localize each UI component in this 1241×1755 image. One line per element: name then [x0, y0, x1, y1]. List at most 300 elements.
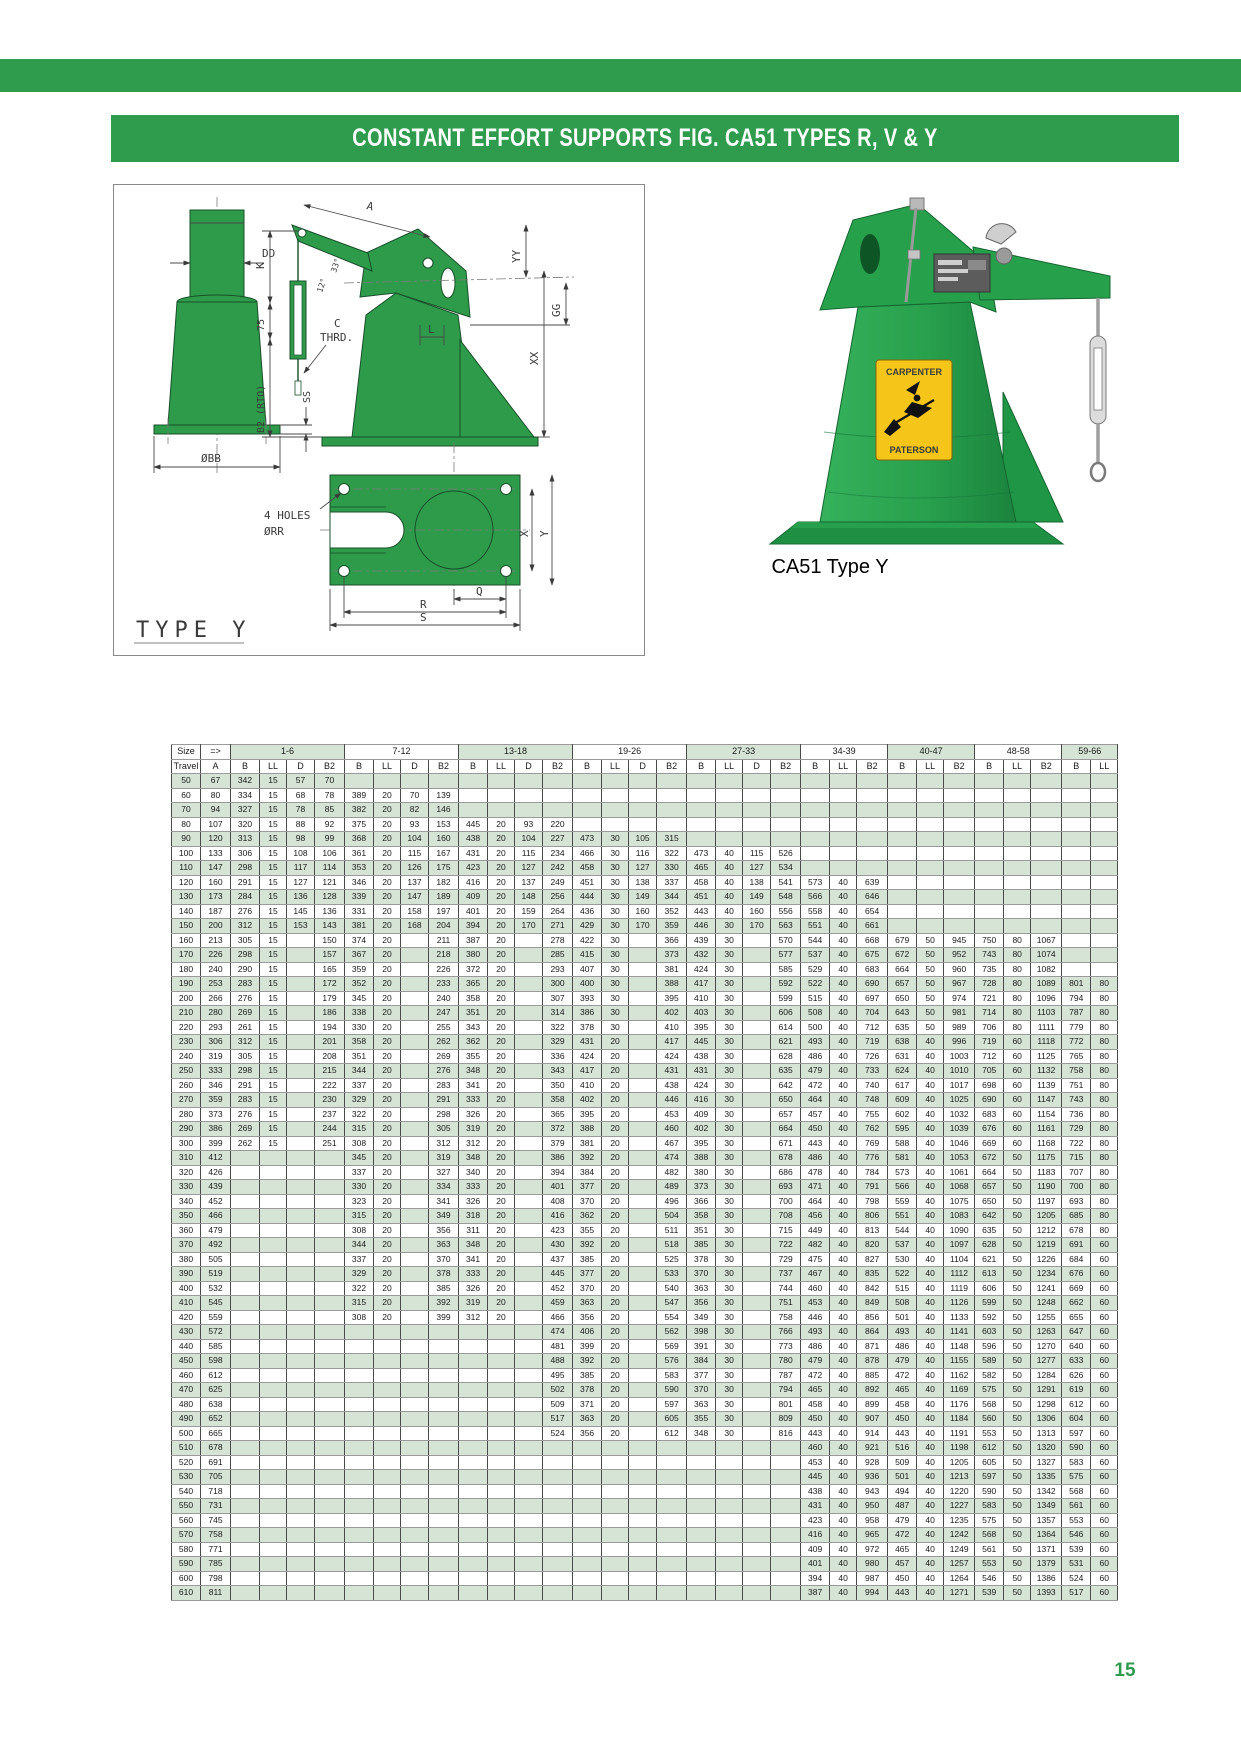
table-cell: 1257 — [944, 1557, 975, 1572]
table-cell: 356 — [687, 1296, 716, 1311]
table-cell — [944, 875, 975, 890]
table-cell — [716, 1586, 743, 1601]
table-cell — [374, 1325, 401, 1340]
table-cell: 989 — [944, 1020, 975, 1035]
table-cell: 300 — [172, 1136, 201, 1151]
table-cell: 20 — [488, 1238, 515, 1253]
table-cell: 30 — [716, 991, 743, 1006]
table-cell — [515, 1267, 543, 1282]
table-cell: 20 — [602, 1035, 629, 1050]
table-cell: 30 — [716, 1035, 743, 1050]
table-cell: 15 — [260, 948, 287, 963]
table-cell — [1031, 817, 1062, 832]
table-cell: 537 — [801, 948, 830, 963]
table-group-header-row — [172, 745, 1118, 760]
table-cell: 60 — [1091, 1499, 1118, 1514]
table-cell: 262 — [429, 1035, 459, 1050]
table-cell: 20 — [488, 1107, 515, 1122]
table-cell — [315, 1484, 345, 1499]
table-cell — [401, 1078, 429, 1093]
table-cell — [743, 1586, 771, 1601]
column-header: B2 — [657, 759, 687, 774]
table-cell: 159 — [515, 904, 543, 919]
table-cell: 1141 — [944, 1325, 975, 1340]
table-cell: 20 — [488, 1281, 515, 1296]
table-cell — [543, 774, 573, 789]
table-cell: 597 — [657, 1397, 687, 1412]
table-cell: 1155 — [944, 1354, 975, 1369]
table-cell: 529 — [801, 962, 830, 977]
table-cell: 15 — [260, 817, 287, 832]
table-cell: 80 — [1091, 1006, 1118, 1021]
table-cell — [687, 817, 716, 832]
table-cell — [602, 1484, 629, 1499]
table-cell: 20 — [488, 1078, 515, 1093]
table-cell — [629, 1528, 657, 1543]
table-cell: 30 — [716, 933, 743, 948]
table-cell: 443 — [888, 1426, 917, 1441]
table-cell: 811 — [201, 1586, 231, 1601]
table-cell: 30 — [716, 1426, 743, 1441]
table-cell: 563 — [771, 919, 801, 934]
table-cell: 458 — [801, 1397, 830, 1412]
table-cell: 1184 — [944, 1412, 975, 1427]
table-cell: 60 — [1004, 1064, 1031, 1079]
table-cell: 50 — [1004, 1426, 1031, 1441]
table-cell: 431 — [687, 1064, 716, 1079]
table-cell: 283 — [429, 1078, 459, 1093]
table-cell — [287, 1107, 315, 1122]
table-cell — [401, 1484, 429, 1499]
table-row — [172, 1528, 1118, 1543]
table-cell — [573, 1499, 602, 1514]
table-cell: 642 — [771, 1078, 801, 1093]
table-cell: 972 — [857, 1542, 888, 1557]
table-cell — [629, 933, 657, 948]
table-cell: 479 — [888, 1513, 917, 1528]
table-cell — [629, 1107, 657, 1122]
table-cell: 342 — [231, 774, 260, 789]
table-cell: 595 — [888, 1122, 917, 1137]
table-cell: 40 — [830, 1035, 857, 1050]
table-cell — [629, 1064, 657, 1079]
table-cell — [260, 1513, 287, 1528]
table-cell — [629, 1542, 657, 1557]
table-cell — [345, 1499, 374, 1514]
table-cell: 50 — [1004, 1484, 1031, 1499]
table-cell: 30 — [716, 1354, 743, 1369]
table-cell: 60 — [1091, 1470, 1118, 1485]
table-cell — [917, 919, 944, 934]
table-cell: 424 — [687, 1078, 716, 1093]
table-cell — [260, 1368, 287, 1383]
table-cell: 486 — [888, 1339, 917, 1354]
table-cell: 379 — [543, 1136, 573, 1151]
table-cell: 133 — [201, 846, 231, 861]
table-cell: 1096 — [1031, 991, 1062, 1006]
table-cell: 779 — [1062, 1020, 1091, 1035]
table-cell: 330 — [172, 1180, 201, 1195]
table-cell: 15 — [260, 933, 287, 948]
table-cell: 40 — [830, 1542, 857, 1557]
table-cell — [1091, 788, 1118, 803]
table-cell: 40 — [716, 861, 743, 876]
table-cell: 952 — [944, 948, 975, 963]
table-cell — [231, 1151, 260, 1166]
table-cell: 215 — [315, 1064, 345, 1079]
table-cell: 15 — [260, 788, 287, 803]
table-cell: 291 — [231, 1078, 260, 1093]
table-cell: 577 — [771, 948, 801, 963]
table-cell: 92 — [315, 817, 345, 832]
table-cell: 60 — [1091, 1325, 1118, 1340]
table-cell: 20 — [602, 1383, 629, 1398]
table-cell — [260, 1354, 287, 1369]
table-cell: 240 — [429, 991, 459, 1006]
table-cell: 806 — [857, 1209, 888, 1224]
table-row — [172, 1310, 1118, 1325]
table-cell — [260, 1571, 287, 1586]
table-cell: 15 — [260, 977, 287, 992]
table-cell: 568 — [975, 1397, 1004, 1412]
type-y-label: TYPE Y — [136, 618, 252, 643]
table-cell — [1004, 832, 1031, 847]
table-cell: 842 — [857, 1281, 888, 1296]
table-cell: 465 — [801, 1383, 830, 1398]
table-cell: 158 — [401, 904, 429, 919]
table-cell: 690 — [857, 977, 888, 992]
table-cell — [401, 1499, 429, 1514]
table-row — [172, 1586, 1118, 1601]
table-cell: 370 — [429, 1252, 459, 1267]
table-cell: 1169 — [944, 1383, 975, 1398]
table-cell — [830, 832, 857, 847]
photo-caption: CA51 Type Y — [771, 556, 889, 578]
table-cell — [315, 1542, 345, 1557]
table-cell: 609 — [888, 1093, 917, 1108]
table-cell — [401, 1049, 429, 1064]
table-cell: 218 — [429, 948, 459, 963]
table-cell — [315, 1151, 345, 1166]
table-cell: 60 — [1004, 1093, 1031, 1108]
table-row — [172, 1470, 1118, 1485]
table-cell: 358 — [543, 1093, 573, 1108]
table-cell — [260, 1412, 287, 1427]
table-cell — [260, 1310, 287, 1325]
table-cell: 20 — [602, 1368, 629, 1383]
table-cell — [459, 1339, 488, 1354]
table-cell: 278 — [543, 933, 573, 948]
table-cell: 460 — [801, 1281, 830, 1296]
table-cell — [287, 1093, 315, 1108]
table-cell — [345, 1571, 374, 1586]
table-cell: 80 — [1091, 1209, 1118, 1224]
size-group-header: 27-33 — [687, 745, 801, 760]
table-cell — [515, 1093, 543, 1108]
table-cell: 735 — [975, 962, 1004, 977]
table-cell: 431 — [573, 1035, 602, 1050]
table-cell: 20 — [488, 991, 515, 1006]
table-cell: 395 — [687, 1020, 716, 1035]
table-cell: 298 — [429, 1107, 459, 1122]
table-cell: 613 — [975, 1267, 1004, 1282]
table-cell — [629, 1151, 657, 1166]
table-cell — [459, 1586, 488, 1601]
table-cell: 319 — [459, 1122, 488, 1137]
table-cell: 269 — [231, 1006, 260, 1021]
table-cell: 352 — [345, 977, 374, 992]
table-cell: 849 — [857, 1296, 888, 1311]
table-cell: 647 — [1062, 1325, 1091, 1340]
table-cell: 15 — [260, 861, 287, 876]
table-cell — [429, 774, 459, 789]
table-cell — [743, 774, 771, 789]
table-cell: 508 — [801, 1006, 830, 1021]
table-cell — [743, 962, 771, 977]
table-cell: 678 — [771, 1151, 801, 1166]
table-cell: 366 — [687, 1194, 716, 1209]
table-cell — [573, 1586, 602, 1601]
table-cell — [944, 832, 975, 847]
table-cell: 780 — [771, 1354, 801, 1369]
table-cell: 68 — [287, 788, 315, 803]
table-cell: 50 — [1004, 1571, 1031, 1586]
table-cell: 628 — [975, 1238, 1004, 1253]
table-cell: 145 — [287, 904, 315, 919]
table-row — [172, 803, 1118, 818]
table-cell: 40 — [917, 1368, 944, 1383]
table-cell — [857, 861, 888, 876]
table-cell — [231, 1470, 260, 1485]
table-subheader-row — [172, 759, 1118, 774]
table-cell: 561 — [975, 1542, 1004, 1557]
table-cell — [743, 1151, 771, 1166]
table-cell: 700 — [1062, 1180, 1091, 1195]
table-cell: 30 — [602, 1020, 629, 1035]
table-cell: 50 — [1004, 1368, 1031, 1383]
table-cell: 450 — [888, 1412, 917, 1427]
dim-gg-label: GG — [550, 303, 563, 317]
table-cell — [374, 774, 401, 789]
table-cell: 312 — [459, 1310, 488, 1325]
table-cell: 40 — [830, 1180, 857, 1195]
table-cell — [287, 1310, 315, 1325]
table-cell: 30 — [716, 1180, 743, 1195]
table-cell: 40 — [830, 1223, 857, 1238]
table-cell: 1119 — [944, 1281, 975, 1296]
table-row — [172, 817, 1118, 832]
table-cell — [629, 962, 657, 977]
table-cell — [515, 1571, 543, 1586]
table-cell: 80 — [1004, 991, 1031, 1006]
table-cell — [743, 1267, 771, 1282]
table-cell — [743, 1078, 771, 1093]
table-cell: 719 — [975, 1035, 1004, 1050]
table-cell — [515, 1528, 543, 1543]
table-cell: 776 — [857, 1151, 888, 1166]
table-cell: 482 — [657, 1165, 687, 1180]
table-cell — [315, 1267, 345, 1282]
table-cell: 334 — [429, 1180, 459, 1195]
table-cell: 20 — [374, 933, 401, 948]
table-cell — [917, 817, 944, 832]
table-cell — [374, 1571, 401, 1586]
table-cell: 370 — [687, 1267, 716, 1282]
table-cell: 126 — [401, 861, 429, 876]
table-cell: 30 — [716, 1136, 743, 1151]
table-cell: 20 — [602, 1339, 629, 1354]
table-cell: 558 — [801, 904, 830, 919]
table-cell: 211 — [429, 933, 459, 948]
table-cell: 30 — [716, 1151, 743, 1166]
table-cell: 453 — [801, 1455, 830, 1470]
table-cell: 785 — [201, 1557, 231, 1572]
table-cell: 40 — [917, 1455, 944, 1470]
table-cell — [287, 1325, 315, 1340]
table-cell: 568 — [1062, 1484, 1091, 1499]
table-cell: 801 — [1062, 977, 1091, 992]
table-cell: 344 — [657, 890, 687, 905]
table-cell: 472 — [888, 1528, 917, 1543]
table-cell: 40 — [830, 1571, 857, 1586]
table-cell: 127 — [629, 861, 657, 876]
table-cell — [315, 1238, 345, 1253]
table-cell — [629, 1412, 657, 1427]
table-cell — [401, 1093, 429, 1108]
table-cell — [429, 1586, 459, 1601]
table-cell — [1031, 832, 1062, 847]
table-cell — [488, 788, 515, 803]
table-cell: 349 — [687, 1310, 716, 1325]
table-row — [172, 1180, 1118, 1195]
table-cell: 40 — [830, 1354, 857, 1369]
table-cell: 423 — [459, 861, 488, 876]
table-cell — [374, 1383, 401, 1398]
table-cell — [801, 832, 830, 847]
table-cell: 106 — [315, 846, 345, 861]
table-cell: 446 — [801, 1310, 830, 1325]
table-cell — [1091, 933, 1118, 948]
table-cell — [716, 788, 743, 803]
table-cell: 809 — [771, 1412, 801, 1427]
table-cell: 322 — [657, 846, 687, 861]
table-cell — [743, 1542, 771, 1557]
table-cell — [629, 1238, 657, 1253]
table-cell: 20 — [488, 1296, 515, 1311]
table-cell: 80 — [1004, 1006, 1031, 1021]
table-cell: 650 — [771, 1093, 801, 1108]
table-cell: 686 — [771, 1165, 801, 1180]
table-cell — [488, 1412, 515, 1427]
table-cell — [657, 817, 687, 832]
table-cell: 293 — [201, 1020, 231, 1035]
column-header: LL — [260, 759, 287, 774]
table-cell: 341 — [429, 1194, 459, 1209]
table-cell: 197 — [429, 904, 459, 919]
table-cell: 20 — [602, 1093, 629, 1108]
table-cell: 638 — [888, 1035, 917, 1050]
dim-b2rto-label: B2 (RTO) — [256, 384, 267, 433]
table-cell — [543, 1542, 573, 1557]
table-cell: 445 — [687, 1035, 716, 1050]
table-cell: 410 — [172, 1296, 201, 1311]
table-cell: 1082 — [1031, 962, 1062, 977]
table-cell — [459, 1368, 488, 1383]
table-cell — [771, 817, 801, 832]
table-cell — [888, 832, 917, 847]
table-cell: 486 — [801, 1339, 830, 1354]
table-cell: 722 — [1062, 1136, 1091, 1151]
column-header: D — [515, 759, 543, 774]
table-cell: 306 — [231, 846, 260, 861]
dim-c-label: C — [334, 317, 341, 330]
table-cell: 708 — [771, 1209, 801, 1224]
table-cell: 346 — [345, 875, 374, 890]
table-cell: 30 — [602, 846, 629, 861]
table-cell: 460 — [801, 1441, 830, 1456]
table-cell: 40 — [917, 1078, 944, 1093]
table-cell: 590 — [975, 1484, 1004, 1499]
table-cell: 40 — [830, 1397, 857, 1412]
table-row — [172, 1455, 1118, 1470]
table-cell — [771, 1571, 801, 1586]
table-cell: 417 — [573, 1064, 602, 1079]
table-cell: 344 — [345, 1238, 374, 1253]
table-cell: 160 — [629, 904, 657, 919]
table-cell: 1335 — [1031, 1470, 1062, 1485]
size-label: Size — [172, 745, 201, 760]
table-cell — [743, 1238, 771, 1253]
table-cell — [459, 803, 488, 818]
table-cell — [515, 1499, 543, 1514]
table-cell: 234 — [543, 846, 573, 861]
table-cell: 60 — [1091, 1296, 1118, 1311]
table-cell — [429, 1499, 459, 1514]
table-cell: 546 — [1062, 1528, 1091, 1543]
table-cell: 256 — [543, 890, 573, 905]
table-cell: 362 — [459, 1035, 488, 1050]
table-cell: 657 — [771, 1107, 801, 1122]
table-cell — [687, 1484, 716, 1499]
column-header: B2 — [771, 759, 801, 774]
table-cell: 599 — [771, 991, 801, 1006]
table-cell — [515, 948, 543, 963]
table-cell: 573 — [888, 1165, 917, 1180]
column-header: B2 — [857, 759, 888, 774]
table-cell — [287, 1078, 315, 1093]
table-cell: 30 — [716, 919, 743, 934]
table-cell — [515, 1020, 543, 1035]
table-cell — [287, 1470, 315, 1485]
table-cell: 60 — [1091, 1571, 1118, 1586]
table-cell — [401, 1136, 429, 1151]
table-cell: 410 — [573, 1078, 602, 1093]
table-cell — [315, 1397, 345, 1412]
table-cell: 460 — [657, 1122, 687, 1137]
table-cell — [830, 861, 857, 876]
table-cell: 551 — [888, 1209, 917, 1224]
table-cell: 533 — [657, 1267, 687, 1282]
table-cell: 98 — [287, 832, 315, 847]
table-cell: 15 — [260, 919, 287, 934]
table-cell — [459, 1542, 488, 1557]
table-cell — [401, 1151, 429, 1166]
table-cell: 308 — [345, 1310, 374, 1325]
table-cell: 378 — [573, 1383, 602, 1398]
table-cell: 40 — [917, 1513, 944, 1528]
table-cell: 443 — [888, 1586, 917, 1601]
table-cell — [771, 832, 801, 847]
